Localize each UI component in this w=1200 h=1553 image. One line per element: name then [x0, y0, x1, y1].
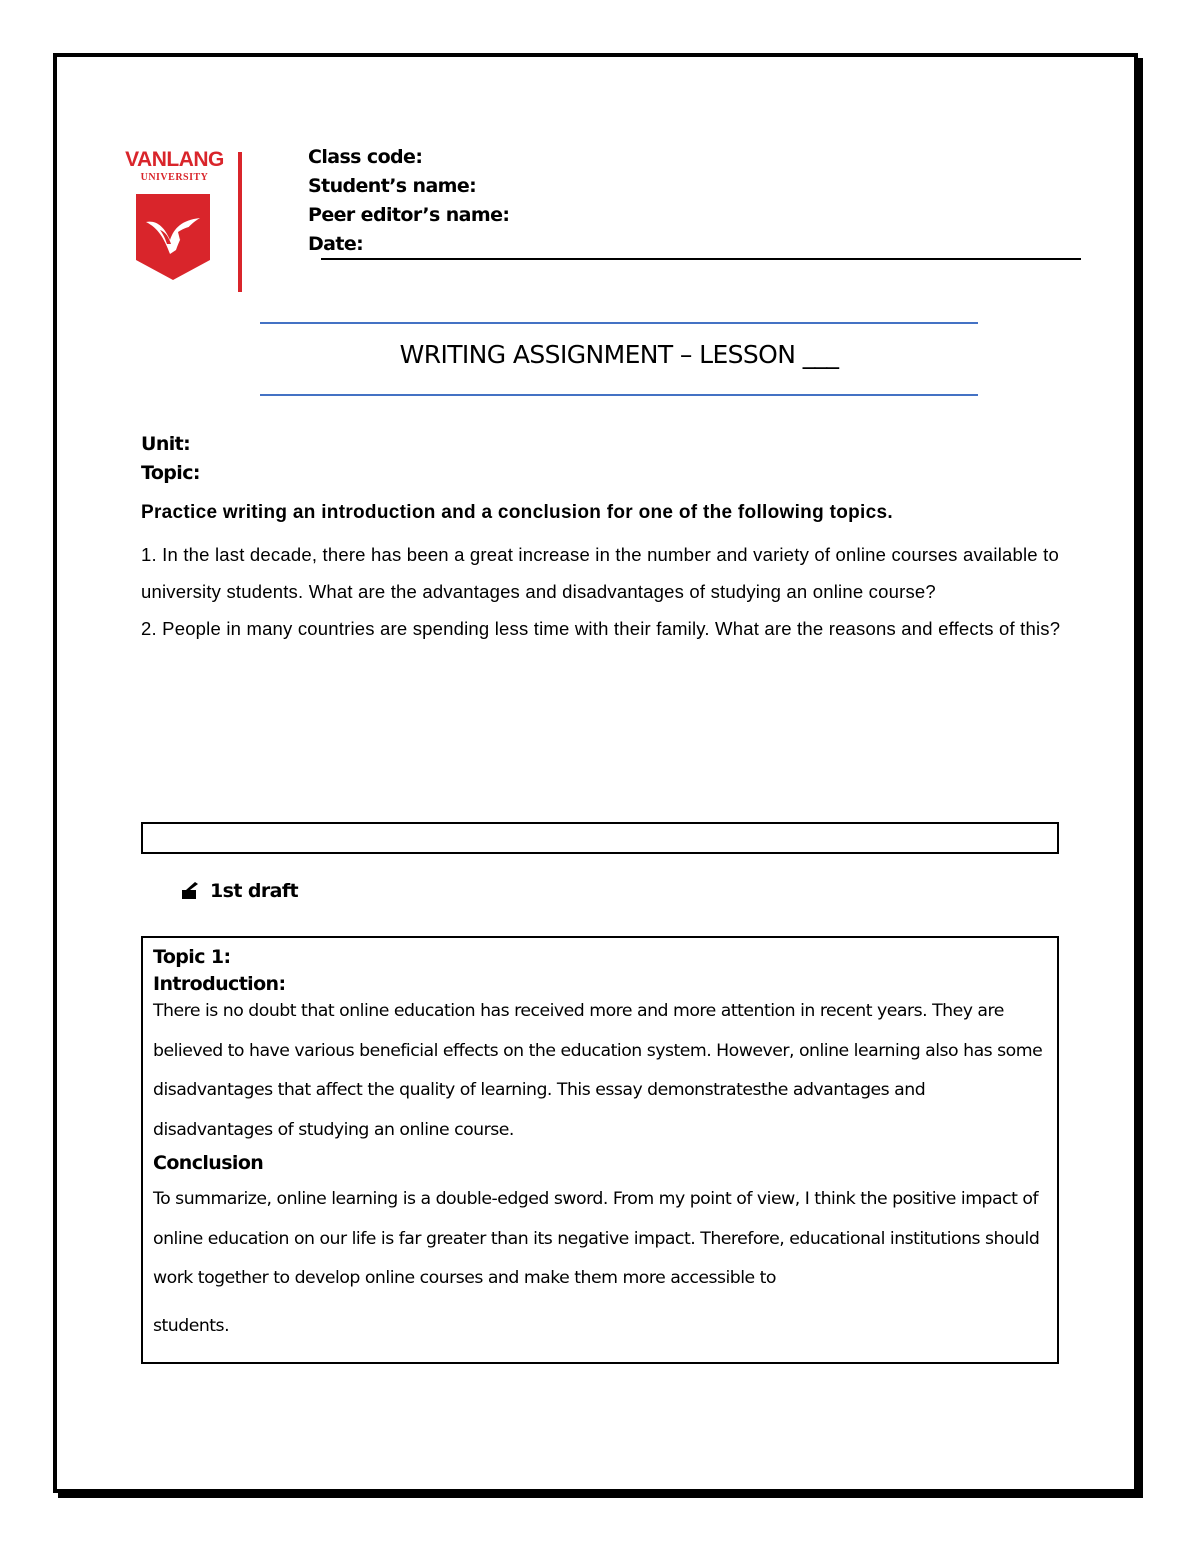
title-rule-bottom: [260, 394, 978, 396]
conclusion-heading: Conclusion: [153, 1152, 264, 1174]
header-fields: [308, 143, 509, 259]
introduction-heading: Introduction:: [153, 973, 286, 995]
introduction-text: There is no doubt that online education has received more and more attention in recent years. They are believed to have various beneficial effects on the education system. However, online learning also has some disadvantages that affect the quality of learning. This essay demonstratesthe advantages and disadvantages of studying an online course.: [153, 1001, 1043, 1140]
assignment-meta: [141, 430, 200, 488]
class-code-label: Class code:: [308, 146, 423, 168]
blank-answer-box: [141, 822, 1059, 854]
date-underline: [321, 258, 1081, 260]
university-logo: [112, 148, 237, 288]
topic-option-1: 1. In the last decade, there has been a great increase in the number and variety of online courses available to university students. What are the advantages and disadvantages of studying an online course?: [141, 544, 1059, 602]
date-label: Date:: [308, 233, 364, 255]
logo-divider: [238, 152, 242, 292]
topic-option-2: 2. People in many countries are spending less time with their family. What are the reasons and effects of this?: [141, 618, 1061, 639]
conclusion-text: To summarize, online learning is a double-edged sword. From my point of view, I think the positive impact of online education on our life is far greater than its negative impact. Therefore, educational institutions should work together to develop online courses and make them more accessible to: [153, 1189, 1040, 1288]
pencil-icon: [180, 881, 200, 901]
unit-label: Unit:: [141, 433, 191, 455]
instructions-lead: Practice writing an introduction and a conclusion for one of the following topics.: [141, 502, 893, 523]
topic-label: Topic:: [141, 462, 200, 484]
peer-editor-label: Peer editor’s name:: [308, 204, 510, 226]
instructions: [141, 500, 1061, 647]
draft-label-text: 1st draft: [210, 880, 298, 902]
page-title: WRITING ASSIGNMENT – LESSON ___: [399, 340, 839, 369]
conclusion-last-word: students.: [153, 1315, 230, 1336]
draft-topic-heading: Topic 1:: [153, 946, 231, 968]
draft-label: [180, 880, 298, 902]
shield-icon: [134, 192, 212, 282]
title-rule-top: [260, 322, 978, 324]
logo-subtitle: UNIVERSITY: [140, 172, 209, 183]
student-name-label: Student’s name:: [308, 175, 477, 197]
logo-wordmark: VANLANG: [125, 148, 224, 171]
draft-box: [141, 936, 1059, 1364]
conclusion-body: [153, 1180, 1047, 1346]
